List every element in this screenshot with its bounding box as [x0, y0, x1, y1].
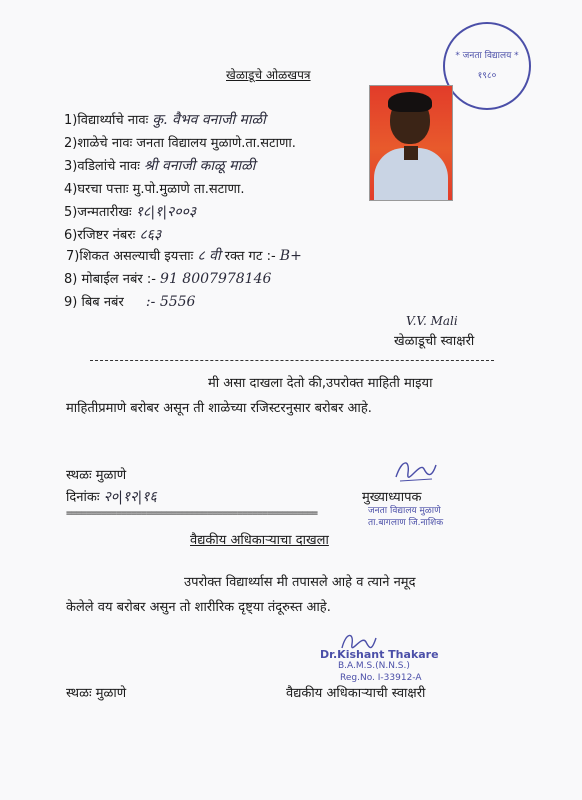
player-signature: V.V. Mali [406, 314, 458, 328]
field-value-handwritten: कु. वैभव वनाजी माळी [152, 112, 266, 128]
field-label: 3)वडिलांचे नावः [64, 159, 140, 174]
equals-divider: ================================================== [66, 508, 318, 519]
place-label: स्थळः मुळाणे [66, 468, 127, 483]
place-label-2: स्थळः मुळाणे [66, 686, 127, 701]
medical-title: वैद्यकीय अधिकाऱ्याचा दाखला [190, 533, 329, 548]
field-value-handwritten: 91 8007978146 [160, 271, 272, 287]
doctor-stamp-reg: Reg.No. I-33912-A [340, 673, 422, 683]
date-label: दिनांकः [66, 490, 100, 505]
field-label: 5)जन्मतारीखः [64, 205, 132, 220]
field-value-handwritten: ८ वी [197, 248, 221, 264]
student-photo [369, 85, 453, 201]
headmaster-signature [392, 455, 438, 485]
field-bib-number [64, 292, 195, 310]
field-label: 1)विद्यार्थ्याचे नावः [64, 113, 149, 128]
seal-text-2: १९८० [477, 71, 497, 81]
field-label: 9) बिब नबंर [64, 295, 124, 310]
player-signature-label: खेळाडूची स्वाक्षरी [394, 334, 475, 349]
field-address [64, 179, 244, 197]
headmaster-stamp-line-2: ता.बागलाण जि.नाशिक [368, 518, 444, 528]
date-row [66, 487, 157, 506]
field-label: 8) मोबाईल नबंर :- [64, 272, 156, 287]
declaration-line-2: माहितीप्रमाणे बरोबर असून ती शाळेच्या रजिस्टरनुसार बरोबर आहे. [66, 401, 372, 416]
school-seal-stamp [443, 22, 531, 110]
medical-line-1: उपरोक्त विद्यार्थ्यास मी तपासले आहे व त्याने नमूद [184, 575, 416, 590]
blood-group-label: रक्त गट :- [224, 249, 276, 264]
field-value-handwritten: ८६३ [139, 227, 162, 243]
blood-group-value: B+ [279, 248, 302, 264]
doctor-stamp-degree: B.A.M.S.(N.N.S.) [338, 661, 410, 671]
medical-line-2: केलेले वय बरोबर असुन तो शारीरिक दृष्ट्या तंदूरुस्त आहे. [66, 600, 331, 615]
field-student-name [64, 110, 266, 129]
doctor-stamp-name: Dr.Kishant Thakare [320, 648, 439, 661]
field-mobile [64, 269, 271, 287]
declaration-line-1: मी असा दाखला देतो की,उपरोक्त माहिती माइया [208, 376, 433, 391]
seal-text-1: * जनता विद्यालय * [455, 51, 519, 61]
field-standard-blood-group [66, 246, 302, 265]
field-label: 2)शाळेचे नावः जनता विद्यालय मुळाणे.ता.सटाणा. [64, 136, 296, 151]
field-school-name [64, 133, 296, 151]
document-title: खेळाडूचे ओळखपत्र [226, 68, 311, 82]
date-value-handwritten: २०|१२|१६ [103, 489, 157, 505]
field-birth-date [64, 202, 196, 221]
field-label: 4)घरचा पत्ताः मु.पो.मुळाणे ता.सटाणा. [64, 182, 245, 197]
field-father-name [64, 156, 255, 175]
field-label: 6)रजिष्टर नंबरः [64, 228, 136, 243]
field-value-handwritten: :- 5556 [145, 294, 196, 310]
medical-signature-label: वैद्यकीय अधिकाऱ्याची स्वाक्षरी [286, 686, 426, 701]
divider-dashed [90, 360, 494, 361]
field-value-handwritten: १८|१|२००३ [135, 204, 197, 220]
field-label: 7)शिकत असल्याची इयत्ताः [66, 249, 194, 264]
headmaster-stamp-line-1: जनता विद्यालय मुळाणे [368, 506, 441, 516]
field-value-handwritten: श्री वनाजी काळू माळी [144, 158, 256, 174]
headmaster-label: मुख्याध्यापक [362, 490, 422, 505]
field-register-number [64, 225, 161, 244]
